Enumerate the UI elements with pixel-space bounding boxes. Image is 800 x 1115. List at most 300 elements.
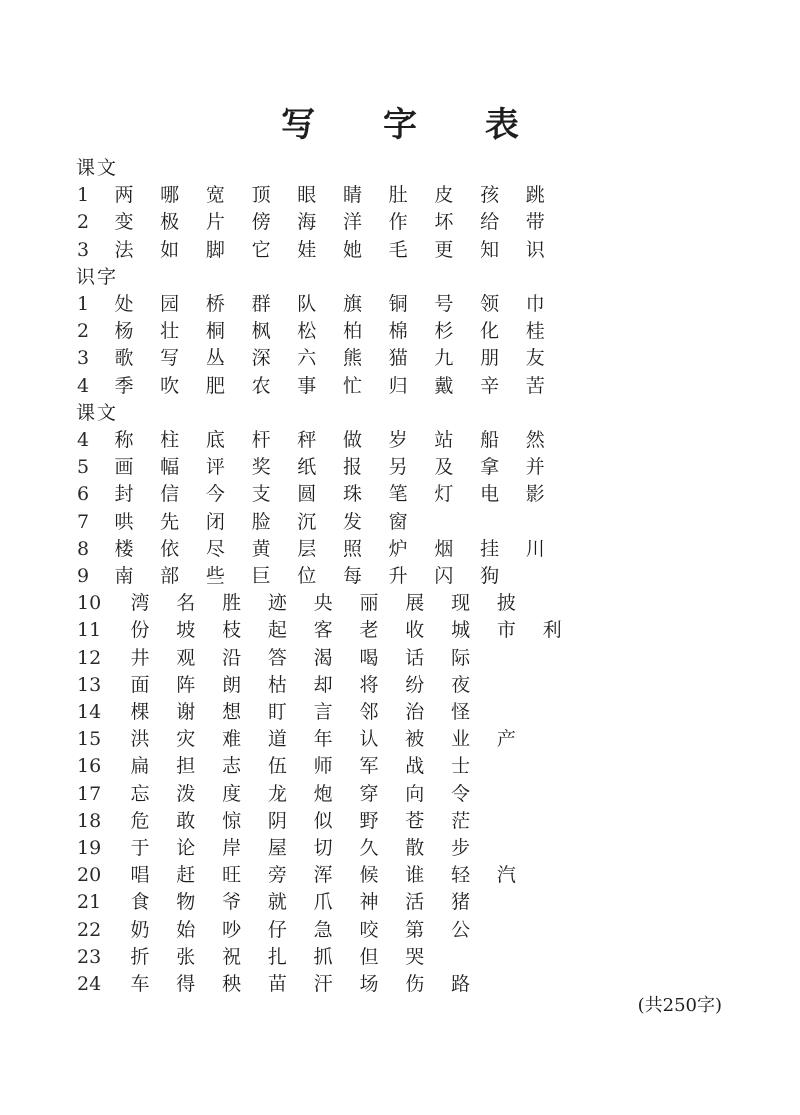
- lesson-number: 18: [77, 809, 102, 832]
- character: 肚: [388, 184, 408, 207]
- character: 眼: [297, 184, 317, 207]
- character: 位: [297, 565, 317, 587]
- character: 极: [160, 211, 180, 234]
- lesson-row: [0, 590, 800, 617]
- character: 爪: [313, 891, 333, 914]
- character: 知: [480, 238, 500, 261]
- character: 步: [451, 837, 471, 859]
- lesson-number: 20: [77, 864, 102, 887]
- character: 挂: [480, 537, 500, 560]
- character: 拿: [480, 456, 500, 479]
- character: 神: [359, 891, 379, 914]
- character: 季: [114, 374, 134, 397]
- character: 秤: [297, 429, 317, 451]
- character: 旁: [267, 864, 287, 887]
- character: 跳: [525, 184, 545, 207]
- character: 咬: [359, 918, 379, 941]
- character: 发: [342, 510, 362, 533]
- lesson-number: 13: [77, 673, 102, 696]
- character: 作: [388, 211, 408, 234]
- character: 秧: [222, 973, 242, 995]
- character: 辛: [480, 374, 500, 397]
- character: 另: [388, 456, 408, 479]
- character: 化: [480, 320, 500, 343]
- character: 先: [160, 510, 180, 533]
- lesson-number: 10: [77, 592, 102, 615]
- lesson-number: 12: [77, 646, 102, 669]
- lesson-row: [0, 481, 800, 508]
- character: 似: [313, 809, 333, 832]
- character: 丽: [359, 592, 379, 615]
- character: 纷: [405, 673, 425, 696]
- character: 向: [405, 782, 425, 805]
- character: 物: [176, 891, 196, 914]
- character: 领: [480, 293, 500, 315]
- character: 份: [130, 619, 150, 642]
- character: 散: [405, 837, 425, 859]
- character: 闪: [434, 565, 454, 587]
- character: 睛: [342, 184, 362, 207]
- character: 画: [114, 456, 134, 479]
- character: 久: [359, 837, 379, 859]
- character: 封: [114, 483, 134, 506]
- character: 阴: [267, 809, 287, 832]
- character: 市: [496, 619, 516, 642]
- character: 奶: [130, 918, 150, 941]
- character: 迹: [267, 592, 287, 615]
- character: 担: [176, 755, 196, 778]
- section-heading-row: [0, 155, 800, 182]
- character: 如: [160, 238, 180, 261]
- character: 柱: [160, 429, 180, 451]
- character: 伍: [267, 755, 287, 778]
- character: 熊: [342, 347, 362, 370]
- character: 炉: [388, 537, 408, 560]
- character: 军: [359, 755, 379, 778]
- lesson-row: [0, 808, 800, 835]
- character: 旺: [222, 864, 242, 887]
- lesson-row: [0, 563, 800, 590]
- character: 六: [297, 347, 317, 370]
- character: 场: [359, 973, 379, 995]
- character: 急: [313, 918, 333, 941]
- lesson-number: 5: [77, 456, 90, 479]
- character: 铜: [388, 293, 408, 315]
- character: 井: [130, 646, 150, 669]
- character: 归: [388, 374, 408, 397]
- character: 队: [297, 293, 317, 315]
- character: 车: [130, 973, 150, 995]
- character: 客: [313, 619, 333, 642]
- section-heading: 识字: [76, 265, 119, 288]
- character: 它: [251, 238, 271, 261]
- character: 路: [451, 973, 471, 995]
- character: 吹: [160, 374, 180, 397]
- character: 于: [130, 837, 150, 859]
- page-title: 写 字 表: [281, 105, 547, 145]
- character: 汗: [313, 973, 333, 995]
- character: 哄: [114, 510, 134, 533]
- lesson-number: 16: [77, 755, 102, 778]
- character: 部: [160, 565, 180, 587]
- character: 苍: [405, 809, 425, 832]
- character: 支: [251, 483, 271, 506]
- character: 群: [251, 293, 271, 315]
- character: 宽: [205, 184, 225, 207]
- character: 窗: [388, 510, 408, 533]
- character: 度: [222, 782, 242, 805]
- lesson-row: [0, 699, 800, 726]
- character: 枯: [267, 673, 287, 696]
- character: 怪: [451, 701, 471, 723]
- character: 棵: [130, 701, 150, 723]
- character: 收: [405, 619, 425, 642]
- character: 友: [525, 347, 545, 370]
- character: 报: [342, 456, 362, 479]
- character: 船: [480, 429, 500, 451]
- character: 变: [114, 211, 134, 234]
- character: 祝: [222, 945, 242, 968]
- character: 每: [342, 565, 362, 587]
- character: 候: [359, 864, 379, 887]
- character: 穿: [359, 782, 379, 805]
- character: 笔: [388, 483, 408, 506]
- character: 谁: [405, 864, 425, 887]
- character: 论: [176, 837, 196, 859]
- character: 纸: [297, 456, 317, 479]
- character: 处: [114, 293, 134, 315]
- section-heading: 课文: [76, 157, 119, 179]
- character: 现: [451, 592, 471, 615]
- lesson-row: [0, 454, 800, 481]
- character: 给: [480, 211, 500, 234]
- character: 巨: [251, 565, 271, 587]
- character: 朗: [222, 673, 242, 696]
- character: 志: [222, 755, 242, 778]
- character: 桥: [205, 293, 225, 315]
- lesson-row: [0, 318, 800, 345]
- character: 事: [297, 374, 317, 397]
- character: 谢: [176, 701, 196, 723]
- character: 唱: [130, 864, 150, 887]
- character: 猪: [451, 891, 471, 914]
- character: 枝: [222, 619, 242, 642]
- character: 坡: [176, 619, 196, 642]
- lesson-row: [0, 781, 800, 808]
- character: 柏: [342, 320, 362, 343]
- character: 忙: [342, 374, 362, 397]
- lesson-number: 4: [77, 429, 90, 451]
- character: 两: [114, 184, 134, 207]
- character: 桂: [525, 320, 545, 343]
- total-count: (共250字): [637, 995, 722, 1016]
- character: 信: [160, 483, 180, 506]
- section-heading: 课文: [76, 401, 119, 424]
- character: 难: [222, 728, 242, 751]
- lesson-number: 2: [77, 211, 90, 234]
- lesson-row: [0, 373, 800, 400]
- lesson-number: 4: [77, 374, 90, 397]
- character: 傍: [251, 211, 271, 234]
- character: 哭: [405, 945, 425, 968]
- character: 认: [359, 728, 379, 751]
- character: 夜: [451, 673, 471, 696]
- character: 农: [251, 374, 271, 397]
- character: 战: [405, 755, 425, 778]
- character: 令: [451, 782, 471, 805]
- lesson-number: 7: [77, 510, 90, 533]
- character: 话: [405, 646, 425, 669]
- character: 展: [405, 592, 425, 615]
- character: 灯: [434, 483, 454, 506]
- character: 产: [496, 728, 516, 751]
- character: 丛: [205, 347, 225, 370]
- character: 深: [251, 347, 271, 370]
- character: 肥: [205, 374, 225, 397]
- character: 湾: [130, 592, 150, 615]
- character: 歌: [114, 347, 134, 370]
- character: 起: [267, 619, 287, 642]
- character: 屋: [267, 837, 287, 859]
- character: 言: [313, 701, 333, 723]
- lesson-row: [0, 209, 800, 236]
- lesson-row: [0, 944, 800, 971]
- character: 带: [525, 211, 545, 234]
- lesson-number: 6: [77, 483, 90, 506]
- character: 片: [205, 211, 225, 234]
- character: 今: [205, 483, 225, 506]
- character: 央: [313, 592, 333, 615]
- character: 盯: [267, 701, 287, 723]
- character: 猫: [388, 347, 408, 370]
- lesson-number: 22: [77, 918, 102, 941]
- character: 脚: [205, 238, 225, 261]
- lesson-number: 23: [77, 945, 102, 968]
- character: 九: [434, 347, 454, 370]
- character: 得: [176, 973, 196, 995]
- character: 朋: [480, 347, 500, 370]
- character: 但: [359, 945, 379, 968]
- character: 却: [313, 673, 333, 696]
- character: 海: [297, 211, 317, 234]
- character: 黄: [251, 537, 271, 560]
- character: 想: [222, 701, 242, 723]
- character: 吵: [222, 918, 242, 941]
- character: 楼: [114, 537, 134, 560]
- character: 胜: [222, 592, 242, 615]
- character: 活: [405, 891, 425, 914]
- character: 赶: [176, 864, 196, 887]
- character: 岸: [222, 837, 242, 859]
- character: 苗: [267, 973, 287, 995]
- character: 洪: [130, 728, 150, 751]
- lesson-row: [0, 345, 800, 372]
- character: 做: [342, 429, 362, 451]
- character: 泼: [176, 782, 196, 805]
- character: 电: [480, 483, 500, 506]
- character: 烟: [434, 537, 454, 560]
- character: 戴: [434, 374, 454, 397]
- character: 爷: [222, 891, 242, 914]
- character: 识: [525, 238, 545, 261]
- character: 浑: [313, 864, 333, 887]
- character: 些: [205, 565, 225, 587]
- lesson-row: [0, 835, 800, 862]
- character: 答: [267, 646, 287, 669]
- lesson-number: 15: [77, 728, 102, 751]
- character: 珠: [342, 483, 362, 506]
- lesson-number: 14: [77, 701, 102, 723]
- character: 惊: [222, 809, 242, 832]
- character: 尽: [205, 537, 225, 560]
- character: 伤: [405, 973, 425, 995]
- lesson-number: 17: [77, 782, 102, 805]
- character: 切: [313, 837, 333, 859]
- character: 就: [267, 891, 287, 914]
- lesson-number: 1: [77, 293, 90, 315]
- character: 法: [114, 238, 134, 261]
- lesson-row: [0, 509, 800, 536]
- character: 杆: [251, 429, 271, 451]
- lesson-row: [0, 237, 800, 264]
- lesson-number: 3: [77, 238, 90, 261]
- character: 敢: [176, 809, 196, 832]
- character: 孩: [480, 184, 500, 207]
- character: 披: [496, 592, 516, 615]
- character: 杉: [434, 320, 454, 343]
- lesson-row: [0, 617, 800, 644]
- character: 扁: [130, 755, 150, 778]
- lesson-row: [0, 536, 800, 563]
- lesson-row: [0, 917, 800, 944]
- character: 张: [176, 945, 196, 968]
- character: 壮: [160, 320, 180, 343]
- character: 道: [267, 728, 287, 751]
- character: 桐: [205, 320, 225, 343]
- character: 底: [205, 429, 225, 451]
- character: 闭: [205, 510, 225, 533]
- character: 狗: [480, 565, 500, 587]
- character: 始: [176, 918, 196, 941]
- character: 写: [160, 347, 180, 370]
- character: 第: [405, 918, 425, 941]
- character: 洋: [342, 211, 362, 234]
- lesson-number: 8: [77, 537, 90, 560]
- lesson-number: 1: [77, 184, 90, 207]
- character: 邻: [359, 701, 379, 723]
- character: 沿: [222, 646, 242, 669]
- lesson-number: 19: [77, 837, 102, 859]
- character: 称: [114, 429, 134, 451]
- character: 抓: [313, 945, 333, 968]
- lesson-row: [0, 862, 800, 889]
- lesson-number: 2: [77, 320, 90, 343]
- character: 沉: [297, 510, 317, 533]
- character: 依: [160, 537, 180, 560]
- character: 她: [342, 238, 362, 261]
- lesson-row: [0, 672, 800, 699]
- character: 顶: [251, 184, 271, 207]
- character: 影: [525, 483, 545, 506]
- character: 棉: [388, 320, 408, 343]
- character: 及: [434, 456, 454, 479]
- character: 巾: [525, 293, 545, 315]
- character: 皮: [434, 184, 454, 207]
- character: 升: [388, 565, 408, 587]
- character: 站: [434, 429, 454, 451]
- character: 茫: [451, 809, 471, 832]
- character: 将: [359, 673, 379, 696]
- character: 川: [525, 537, 545, 560]
- lesson-row: [0, 726, 800, 753]
- section-heading-row: [0, 400, 800, 427]
- character: 并: [525, 456, 545, 479]
- character: 炮: [313, 782, 333, 805]
- character: 评: [205, 456, 225, 479]
- character: 龙: [267, 782, 287, 805]
- character: 面: [130, 673, 150, 696]
- character: 杨: [114, 320, 134, 343]
- lesson-number: 21: [77, 891, 102, 914]
- section-heading-row: [0, 264, 800, 291]
- character: 奖: [251, 456, 271, 479]
- character: 观: [176, 646, 196, 669]
- lesson-number: 3: [77, 347, 90, 370]
- character: 娃: [297, 238, 317, 261]
- character: 士: [451, 755, 471, 778]
- character: 喝: [359, 646, 379, 669]
- lesson-number: 24: [77, 973, 102, 995]
- character: 圆: [297, 483, 317, 506]
- character: 枫: [251, 320, 271, 343]
- character: 层: [297, 537, 317, 560]
- character: 轻: [451, 864, 471, 887]
- character: 园: [160, 293, 180, 315]
- lesson-number: 9: [77, 565, 90, 587]
- character: 苦: [525, 374, 545, 397]
- character: 松: [297, 320, 317, 343]
- character: 号: [434, 293, 454, 315]
- character: 际: [451, 646, 471, 669]
- character: 更: [434, 238, 454, 261]
- character: 南: [114, 565, 134, 587]
- character: 老: [359, 619, 379, 642]
- character: 年: [313, 728, 333, 751]
- character: 忘: [130, 782, 150, 805]
- lesson-row: [0, 889, 800, 916]
- lesson-row: [0, 753, 800, 780]
- character: 岁: [388, 429, 408, 451]
- lesson-number: 11: [77, 619, 102, 642]
- character: 坏: [434, 211, 454, 234]
- character: 旗: [342, 293, 362, 315]
- character: 利: [542, 619, 562, 642]
- character: 毛: [388, 238, 408, 261]
- lesson-row: [0, 182, 800, 209]
- lesson-row: [0, 291, 800, 318]
- character: 折: [130, 945, 150, 968]
- character: 被: [405, 728, 425, 751]
- lesson-row: [0, 645, 800, 672]
- character: 城: [451, 619, 471, 642]
- character: 然: [525, 429, 545, 451]
- character: 师: [313, 755, 333, 778]
- character: 哪: [160, 184, 180, 207]
- character: 幅: [160, 456, 180, 479]
- character: 照: [342, 537, 362, 560]
- character: 仔: [267, 918, 287, 941]
- character: 食: [130, 891, 150, 914]
